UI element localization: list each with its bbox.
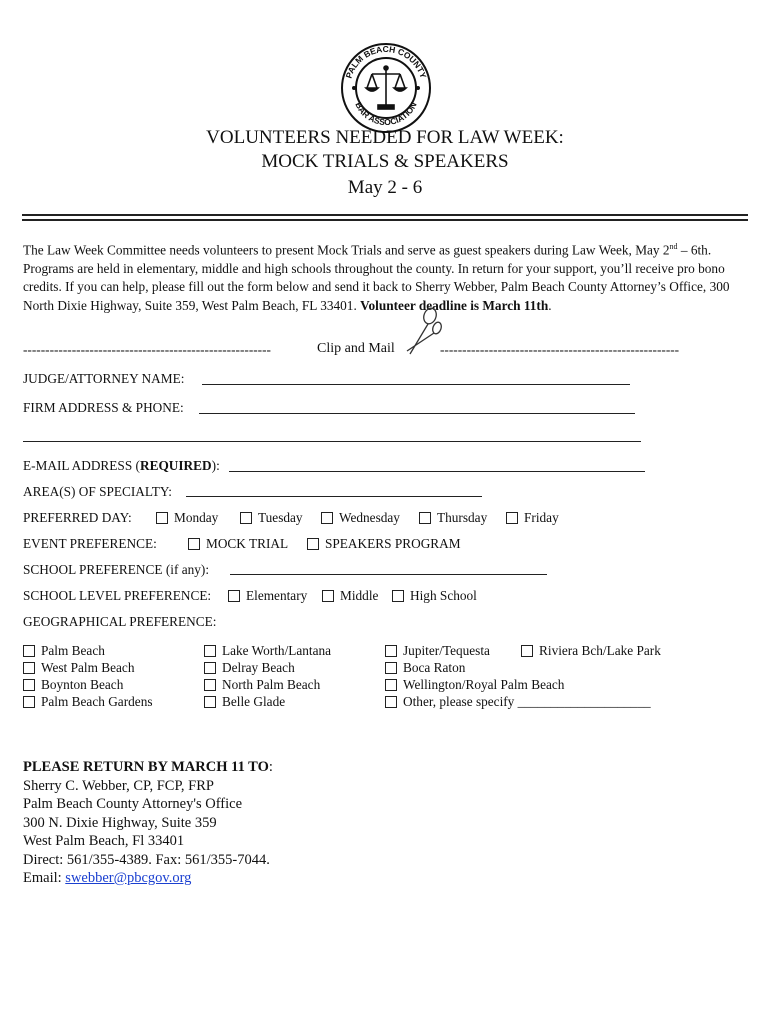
firm-address-field-line-2[interactable] xyxy=(23,441,641,442)
checkbox[interactable] xyxy=(204,679,216,691)
checkbox[interactable] xyxy=(321,512,333,524)
clip-dashes-right: ------------------------------------------------------ xyxy=(440,342,680,357)
checkbox[interactable] xyxy=(322,590,334,602)
geo-option-lake-worth-lantana[interactable]: Lake Worth/Lantana xyxy=(204,643,331,659)
geographical-preference-label: GEOGRAPHICAL PREFERENCE: xyxy=(23,614,217,629)
return-heading: PLEASE RETURN BY MARCH 11 TO: xyxy=(23,759,273,775)
checkbox[interactable] xyxy=(506,512,518,524)
deadline-text: Volunteer deadline is March 11th xyxy=(360,297,549,313)
day-option-monday[interactable]: Monday xyxy=(156,510,218,526)
title-line-1: VOLUNTEERS NEEDED FOR LAW WEEK: xyxy=(206,127,564,148)
return-street: 300 N. Dixie Highway, Suite 359 xyxy=(23,814,217,831)
event-option-mock-trial[interactable]: MOCK TRIAL xyxy=(188,536,288,552)
geo-option-belle-glade[interactable]: Belle Glade xyxy=(204,694,285,710)
svg-text:BAR ASSOCIATION: BAR ASSOCIATION xyxy=(353,100,419,128)
school-preference-label: SCHOOL PREFERENCE (if any): xyxy=(23,562,210,577)
email-link[interactable]: swebber@pbcgov.org xyxy=(65,870,192,886)
checkbox[interactable] xyxy=(23,679,35,691)
bar-association-logo xyxy=(340,42,432,134)
double-rule-bottom xyxy=(22,219,748,221)
specialty-field[interactable] xyxy=(186,496,482,497)
preferred-day-label: PREFERRED DAY: xyxy=(23,510,132,525)
geo-option-delray-beach[interactable]: Delray Beach xyxy=(204,660,295,676)
geo-option-jupiter-tequesta[interactable]: Jupiter/Tequesta xyxy=(385,643,490,659)
day-option-wednesday[interactable]: Wednesday xyxy=(321,510,400,526)
day-option-thursday[interactable]: Thursday xyxy=(419,510,487,526)
checkbox[interactable] xyxy=(228,590,240,602)
level-option-middle[interactable]: Middle xyxy=(322,588,378,604)
checkbox[interactable] xyxy=(23,696,35,708)
checkbox[interactable] xyxy=(204,645,216,657)
geo-option-wellington-royal-palm-beach[interactable]: Wellington/Royal Palm Beach xyxy=(385,677,564,693)
intro-paragraph: The Law Week Committee needs volunteers to present Mock Trials and serve as guest speakers during Law Week, May 2nd – 6th. Programs are held in elementary, middle and high schools throughout the county. In return for your support, you’ll receive pro bono credits. If you can help, please fill out the form below and send it back to Sherry Webber, Palm Beach County Attorney’s Office, 300 North Dixie Highway, Suite 359, West Palm Beach, FL 33401. Volunteer deadline is March 11th. xyxy=(23,242,730,313)
geo-option-palm-beach-gardens[interactable]: Palm Beach Gardens xyxy=(23,694,153,710)
event-preference-label: EVENT PREFERENCE: xyxy=(23,536,157,551)
judge-attorney-label: JUDGE/ATTORNEY NAME: xyxy=(23,371,185,386)
return-email-line: Email: swebber@pbcgov.org xyxy=(23,870,192,886)
email-field[interactable] xyxy=(229,471,645,472)
firm-address-field[interactable] xyxy=(199,413,635,414)
title-date: May 2 - 6 xyxy=(347,177,423,198)
checkbox[interactable] xyxy=(385,696,397,708)
double-rule-top xyxy=(22,214,748,216)
level-option-high-school[interactable]: High School xyxy=(392,588,477,604)
clip-and-mail-label: Clip and Mail xyxy=(317,341,395,356)
day-option-friday[interactable]: Friday xyxy=(506,510,559,526)
checkbox[interactable] xyxy=(156,512,168,524)
school-preference-field[interactable] xyxy=(230,574,547,575)
geo-option-riviera-beach-lake-park[interactable]: Riviera Bch/Lake Park xyxy=(521,643,661,659)
geo-option-boynton-beach[interactable]: Boynton Beach xyxy=(23,677,123,693)
email-required-text: REQUIRED xyxy=(139,458,212,473)
specialty-label: AREA(S) OF SPECIALTY: xyxy=(23,484,173,499)
geo-option-north-palm-beach[interactable]: North Palm Beach xyxy=(204,677,320,693)
return-address-block xyxy=(23,758,273,888)
checkbox[interactable] xyxy=(521,645,533,657)
checkbox[interactable] xyxy=(385,645,397,657)
return-phones: Direct: 561/355-4389. Fax: 561/355-7044. xyxy=(23,851,270,868)
school-level-label: SCHOOL LEVEL PREFERENCE: xyxy=(23,588,212,603)
checkbox[interactable] xyxy=(385,662,397,674)
firm-address-label: FIRM ADDRESS & PHONE: xyxy=(23,400,184,415)
email-label: E-MAIL ADDRESS (REQUIRED): xyxy=(23,458,220,473)
geo-option-palm-beach[interactable]: Palm Beach xyxy=(23,643,105,659)
title-line-2: MOCK TRIALS & SPEAKERS xyxy=(261,151,509,172)
checkbox[interactable] xyxy=(204,696,216,708)
checkbox[interactable] xyxy=(392,590,404,602)
scales-of-justice-icon xyxy=(366,66,406,109)
geo-option-west-palm-beach[interactable]: West Palm Beach xyxy=(23,660,134,676)
scissors-icon xyxy=(404,306,442,358)
clip-dashes-left: -------------------------------------------------------- xyxy=(23,342,271,357)
level-option-elementary[interactable]: Elementary xyxy=(228,588,307,604)
day-option-tuesday[interactable]: Tuesday xyxy=(240,510,303,526)
geo-option-other[interactable]: Other, please specify ____________________ xyxy=(385,694,651,710)
checkbox[interactable] xyxy=(23,645,35,657)
checkbox[interactable] xyxy=(188,538,200,550)
geo-option-boca-raton[interactable]: Boca Raton xyxy=(385,660,465,676)
checkbox[interactable] xyxy=(23,662,35,674)
checkbox[interactable] xyxy=(307,538,319,550)
checkbox[interactable] xyxy=(419,512,431,524)
checkbox[interactable] xyxy=(204,662,216,674)
checkbox[interactable] xyxy=(385,679,397,691)
judge-attorney-field[interactable] xyxy=(202,384,630,385)
event-option-speakers-program[interactable]: SPEAKERS PROGRAM xyxy=(307,536,461,552)
svg-text:PALM BEACH COUNTY: PALM BEACH COUNTY xyxy=(343,43,429,80)
checkbox[interactable] xyxy=(240,512,252,524)
return-name: Sherry C. Webber, CP, FCP, FRP xyxy=(23,777,214,794)
return-office: Palm Beach County Attorney's Office xyxy=(23,796,243,812)
return-city: West Palm Beach, Fl 33401 xyxy=(23,833,185,849)
